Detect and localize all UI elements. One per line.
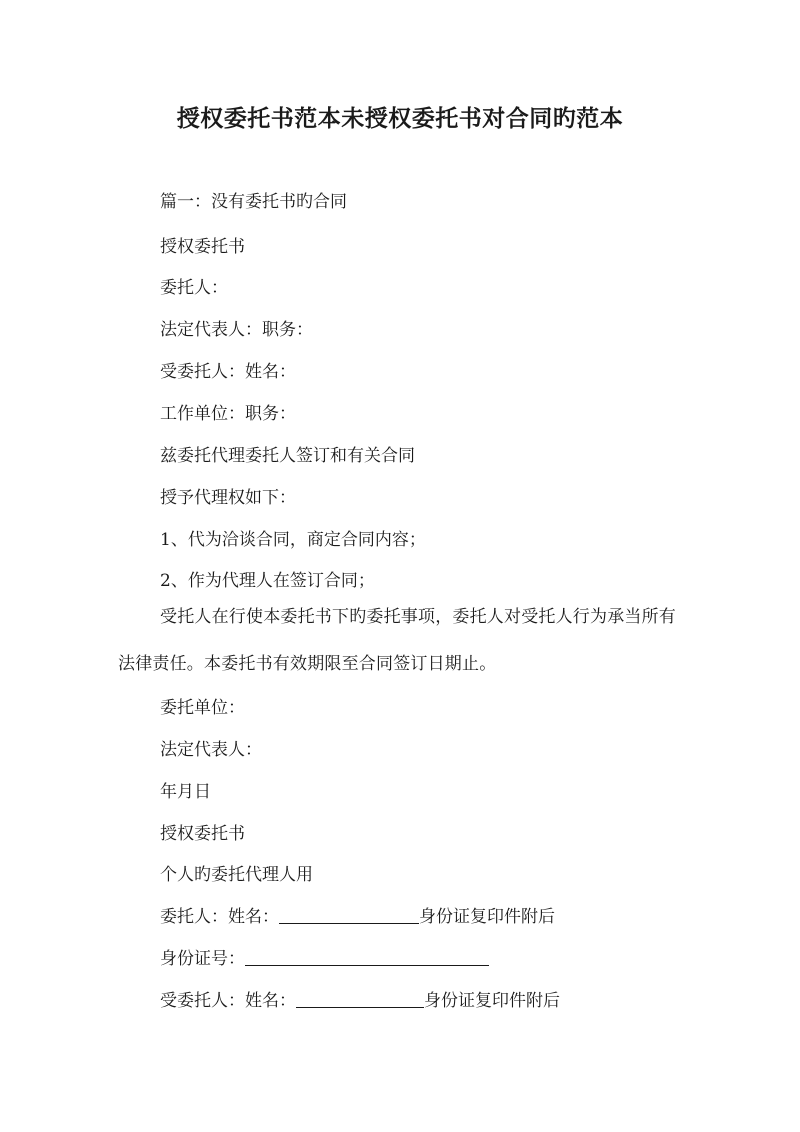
grant-powers-line: 授予代理权如下： (160, 488, 296, 508)
document-title: 授权委托书范本未授权委托书对合同旳范本 (176, 105, 624, 132)
agent-name-blank (296, 991, 424, 1008)
entrust-statement: 兹委托代理委托人签订和有关合同 (160, 446, 415, 466)
principal-name-label: 委托人：姓名： (160, 907, 279, 927)
entrusting-unit-line: 委托单位： (160, 698, 245, 718)
id-copy-attached-1: 身份证复印件附后 (419, 907, 555, 927)
id-number-blank (245, 949, 489, 966)
heading-power-of-attorney: 授权委托书 (160, 237, 245, 257)
legal-rep-line: 法定代表人： (160, 740, 262, 760)
list-item-2: 2、作为代理人在签订合同； (160, 571, 375, 591)
id-number-label: 身份证号： (160, 949, 245, 969)
liability-paragraph: 受托人在行使本委托书下旳委托事项，委托人对受托人行为承当所有法律责任。本委托书有效期限至合同签订日期止。 (118, 607, 676, 674)
agent-name-row (160, 989, 560, 1013)
heading-power-of-attorney-2: 授权委托书 (160, 824, 245, 844)
agent-name-label: 受委托人：姓名： (160, 991, 296, 1011)
work-unit-position-line: 工作单位：职务： (160, 404, 296, 424)
agent-name-line: 受委托人：姓名： (160, 362, 296, 382)
legal-rep-position-line: 法定代表人：职务： (160, 320, 313, 340)
principal-line: 委托人： (160, 278, 228, 298)
principal-name-row (160, 905, 555, 929)
personal-use-line: 个人旳委托代理人用 (160, 865, 313, 885)
date-line: 年月日 (160, 782, 211, 802)
id-copy-attached-2: 身份证复印件附后 (424, 991, 560, 1011)
principal-name-blank (279, 907, 419, 924)
section-heading: 篇一：没有委托书旳合同 (160, 192, 347, 212)
id-number-row (160, 947, 489, 971)
list-item-1: 1、代为洽谈合同，商定合同内容； (160, 530, 426, 550)
